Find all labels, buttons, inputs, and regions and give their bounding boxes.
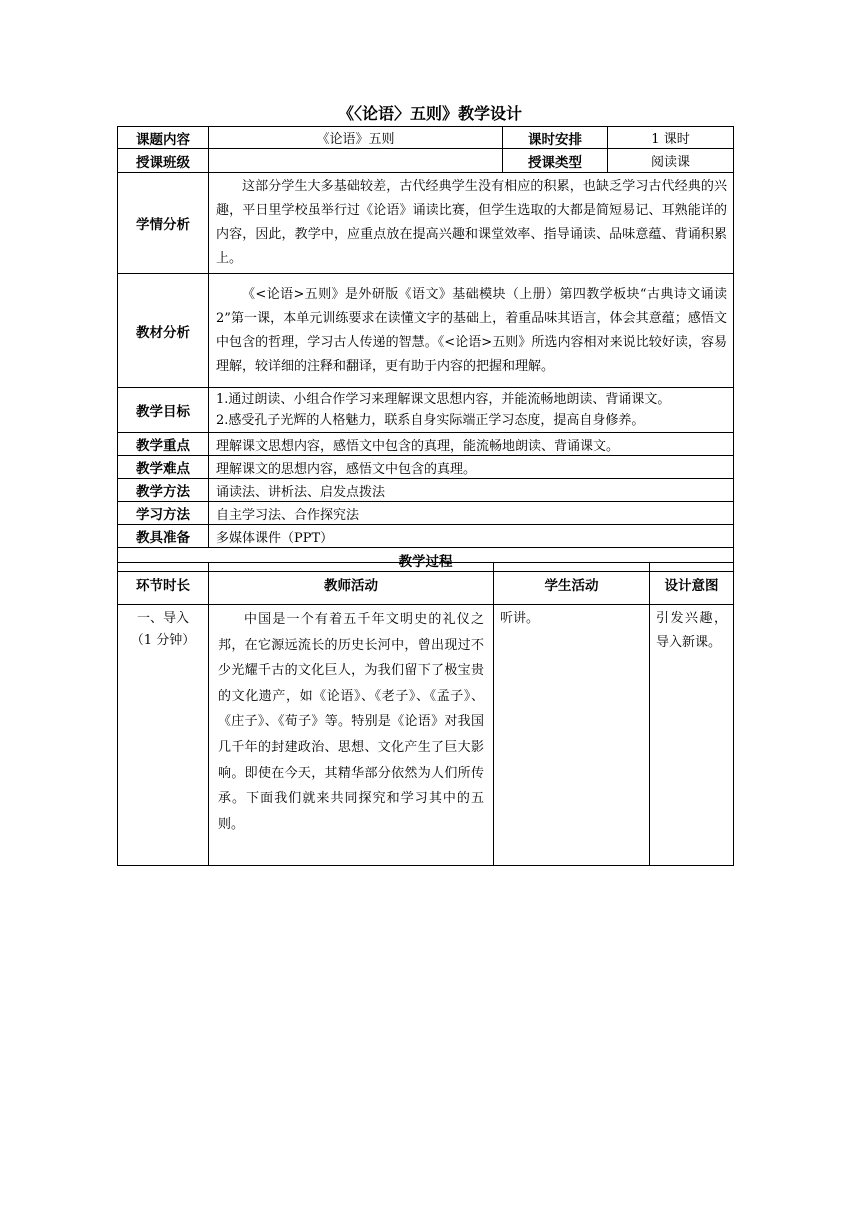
info-table bbox=[117, 126, 734, 572]
row-topic bbox=[118, 127, 734, 149]
type-label: 授课类型 bbox=[503, 149, 608, 173]
row-class bbox=[118, 149, 734, 173]
tools-label: 教具准备 bbox=[118, 525, 209, 548]
row-goals bbox=[118, 388, 734, 433]
learning-label: 学习方法 bbox=[118, 502, 209, 525]
stage-name: 一、导入 bbox=[136, 611, 189, 626]
key-label: 教学重点 bbox=[118, 433, 209, 456]
stage-duration: （1 分钟） bbox=[130, 633, 196, 648]
row-learning bbox=[118, 502, 734, 525]
learner-label: 学情分析 bbox=[118, 173, 209, 274]
col-stage-header: 环节时长 bbox=[118, 563, 209, 605]
process-row bbox=[118, 605, 734, 866]
topic-label: 课题内容 bbox=[118, 127, 209, 149]
student-activity: 听讲。 bbox=[494, 605, 650, 866]
method-value: 诵读法、讲析法、启发点拨法 bbox=[209, 479, 734, 502]
key-value: 理解课文思想内容，感悟文中包含的真理，能流畅地朗读、背诵课文。 bbox=[209, 433, 734, 456]
process-table bbox=[117, 562, 734, 866]
row-difficult bbox=[118, 456, 734, 479]
document-title: 《〈论语〉五则》教学设计 bbox=[337, 104, 522, 123]
row-tools bbox=[118, 525, 734, 548]
col-teacher-header: 教师活动 bbox=[209, 563, 494, 605]
process-heading: 教学过程 bbox=[118, 548, 734, 572]
stage-cell bbox=[118, 605, 209, 866]
material-label: 教材分析 bbox=[118, 274, 209, 388]
material-text: 《<论语>五则》是外研版《语文》基础模块（上册）第四教学板块“古典诗文诵读 2”第一课，本单元训练要求在读懂文字的基础上，着重品味其语言，体会其意蕴；感悟文中包含的哲理，学习古人传递的智慧。《<论语>五则》所选内容相对来说比较好读，容易理解，较详细的注释和翻译，更有助于内容的把握和理解。 bbox=[209, 274, 734, 388]
goal-item: 2.感受孔子光辉的人格魅力，联系自身实际端正学习态度，提高自身修养。 bbox=[216, 413, 645, 428]
method-label: 教学方法 bbox=[118, 479, 209, 502]
col-intent-header: 设计意图 bbox=[650, 563, 734, 605]
class-label: 授课班级 bbox=[118, 149, 209, 173]
goal-item: 1.通过朗读、小组合作学习来理解课文思想内容，并能流畅地朗读、背诵课文。 bbox=[216, 392, 671, 407]
class-value bbox=[209, 149, 503, 173]
time-label: 课时安排 bbox=[503, 127, 608, 149]
design-intent: 引发兴趣，导入新课。 bbox=[650, 605, 734, 866]
time-value: 1 课时 bbox=[608, 127, 734, 149]
difficult-value: 理解课文的思想内容，感悟文中包含的真理。 bbox=[209, 456, 734, 479]
tools-value: 多媒体课件（PPT） bbox=[209, 525, 734, 548]
process-header-row bbox=[118, 563, 734, 605]
goals-label: 教学目标 bbox=[118, 388, 209, 433]
teacher-activity: 中国是一个有着五千年文明史的礼仪之邦，在它源远流长的历史长河中，曾出现过不少光耀千古的文化巨人，为我们留下了极宝贵的文化遗产，如《论语》、《老子》、《孟子》、《庄子》、《荀子》等。特别是《论语》对我国几千年的封建政治、思想、文化产生了巨大影响。即使在今天，其精华部分依然为人们所传承。下面我们就来共同探究和学习其中的五则。 bbox=[209, 605, 494, 866]
row-method bbox=[118, 479, 734, 502]
row-material bbox=[118, 274, 734, 388]
topic-value: 《论语》五则 bbox=[209, 127, 503, 149]
learner-text: 这部分学生大多基础较差，古代经典学生没有相应的积累，也缺乏学习古代经典的兴趣，平日里学校虽举行过《论语》诵读比赛，但学生选取的大都是简短易记、耳熟能详的内容，因此，教学中，应重点放在提高兴趣和课堂效率、指导诵读、品味意蕴、背诵积累上。 bbox=[209, 173, 734, 274]
row-key bbox=[118, 433, 734, 456]
learning-value: 自主学习法、合作探究法 bbox=[209, 502, 734, 525]
col-student-header: 学生活动 bbox=[494, 563, 650, 605]
goals-list bbox=[209, 388, 734, 433]
difficult-label: 教学难点 bbox=[118, 456, 209, 479]
row-learner bbox=[118, 173, 734, 274]
type-value: 阅读课 bbox=[608, 149, 734, 173]
